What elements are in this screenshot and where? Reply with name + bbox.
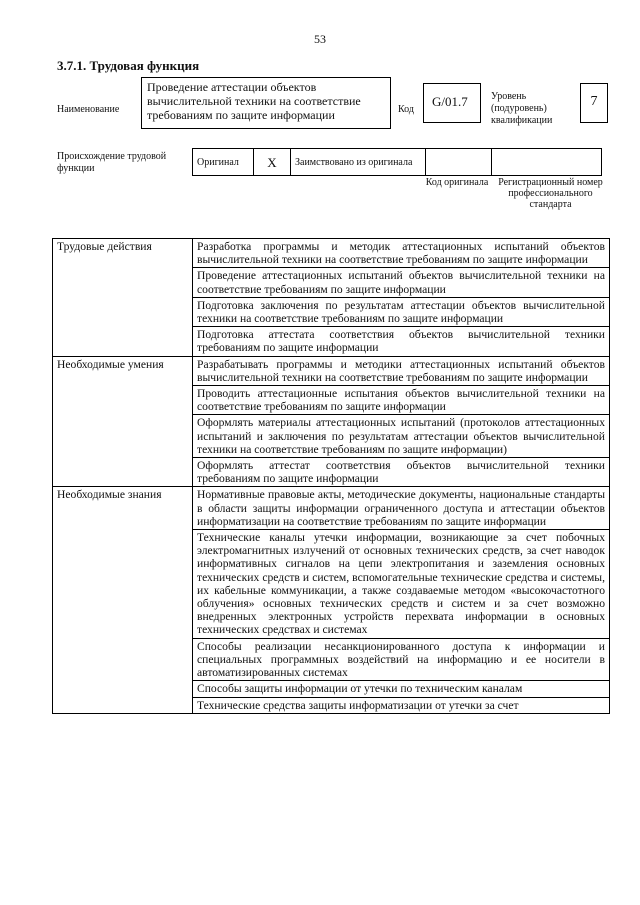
table-cell: Технические средства защиты информатизации от утечки за счет: [193, 697, 610, 713]
code-original-cell: [426, 149, 492, 176]
function-details-table: [52, 238, 610, 714]
section-title: 3.7.1. Трудовая функция: [57, 58, 200, 73]
table-cell: Оформлять материалы аттестационных испытаний (протоколов аттестационных испытаний и заключения по результатам аттестации объектов вычислительной техники на соответствие требованиям по защите информации): [193, 415, 610, 458]
level-label: Уровень (подуровень) квалификации: [491, 91, 553, 126]
table-cell: Нормативные правовые акты, методические документы, национальные стандарты в области защиты информации ограниченного доступа и аттестации объектов информатизации на соответствие требованиям по защите информации: [193, 487, 610, 530]
code-value-box: G/01.7: [423, 83, 481, 123]
name-label: Наименование: [57, 104, 120, 115]
table-cell: Технические каналы утечки информации, возникающие за счет побочных электромагнитных излучений от основных технических средств, за счет наводок информативных сигналов на цепи электропитания и заземления основных технических средств и систем, вспомогательные технические средства и системы, их кабельные коммуникации, а также создаваемые методом «высокочастотного облучения» основных технических средств и систем и за счет возможно внедренных электронных устройств перехвата информации в основных технических средствах и системах: [193, 530, 610, 639]
page-number: 53: [314, 32, 326, 46]
origin-table: [192, 148, 602, 176]
code-original-caption: Код оригинала: [425, 177, 489, 188]
table-cell: Проведение аттестационных испытаний объектов вычислительной техники на соответствие требованиям по защите информации: [193, 268, 610, 297]
table-cell: Способы реализации несанкционированного доступа к информации и специальных программных воздействий на информацию и ее носители в автоматизированных системах: [193, 638, 610, 681]
original-mark: X: [254, 149, 291, 176]
reg-number-cell: [492, 149, 602, 176]
original-label: Оригинал: [193, 149, 254, 176]
table-cell: Способы защиты информации от утечки по техническим каналам: [193, 681, 610, 697]
table-row: [53, 487, 610, 530]
row-heading: Необходимые умения: [53, 356, 193, 487]
table-cell: Проводить аттестационные испытания объектов вычислительной техники на соответствие требованиям по защите информации: [193, 386, 610, 415]
level-value-box: 7: [580, 83, 608, 123]
borrowed-label: Заимствовано из оригинала: [291, 149, 426, 176]
table-cell: Оформлять аттестат соответствия объектов вычислительной техники требованиям по защите информации: [193, 458, 610, 487]
table-cell: Подготовка аттестата соответствия объектов вычислительной техники требованиям по защите информации: [193, 327, 610, 356]
table-cell: Подготовка заключения по результатам аттестации объектов вычислительной техники на соответствие требованиям по защите информации: [193, 297, 610, 326]
row-heading: Трудовые действия: [53, 239, 193, 357]
table-row: [53, 356, 610, 385]
function-name-box: Проведение аттестации объектов вычислительной техники на соответствие требованиям по защите информации: [141, 77, 391, 129]
row-heading: Необходимые знания: [53, 487, 193, 713]
table-cell: Разрабатывать программы и методики аттестационных испытаний объектов вычислительной техники на соответствие требованиям по защите информации: [193, 356, 610, 385]
code-label: Код: [398, 104, 414, 115]
origin-label: Происхождение трудовой функции: [57, 151, 167, 174]
table-row: [53, 239, 610, 268]
table-cell: Разработка программы и методик аттестационных испытаний объектов вычислительной техники на соответствие требованиям по защите информации: [193, 239, 610, 268]
reg-number-caption: Регистрационный номер профессионального стандарта: [498, 177, 603, 210]
